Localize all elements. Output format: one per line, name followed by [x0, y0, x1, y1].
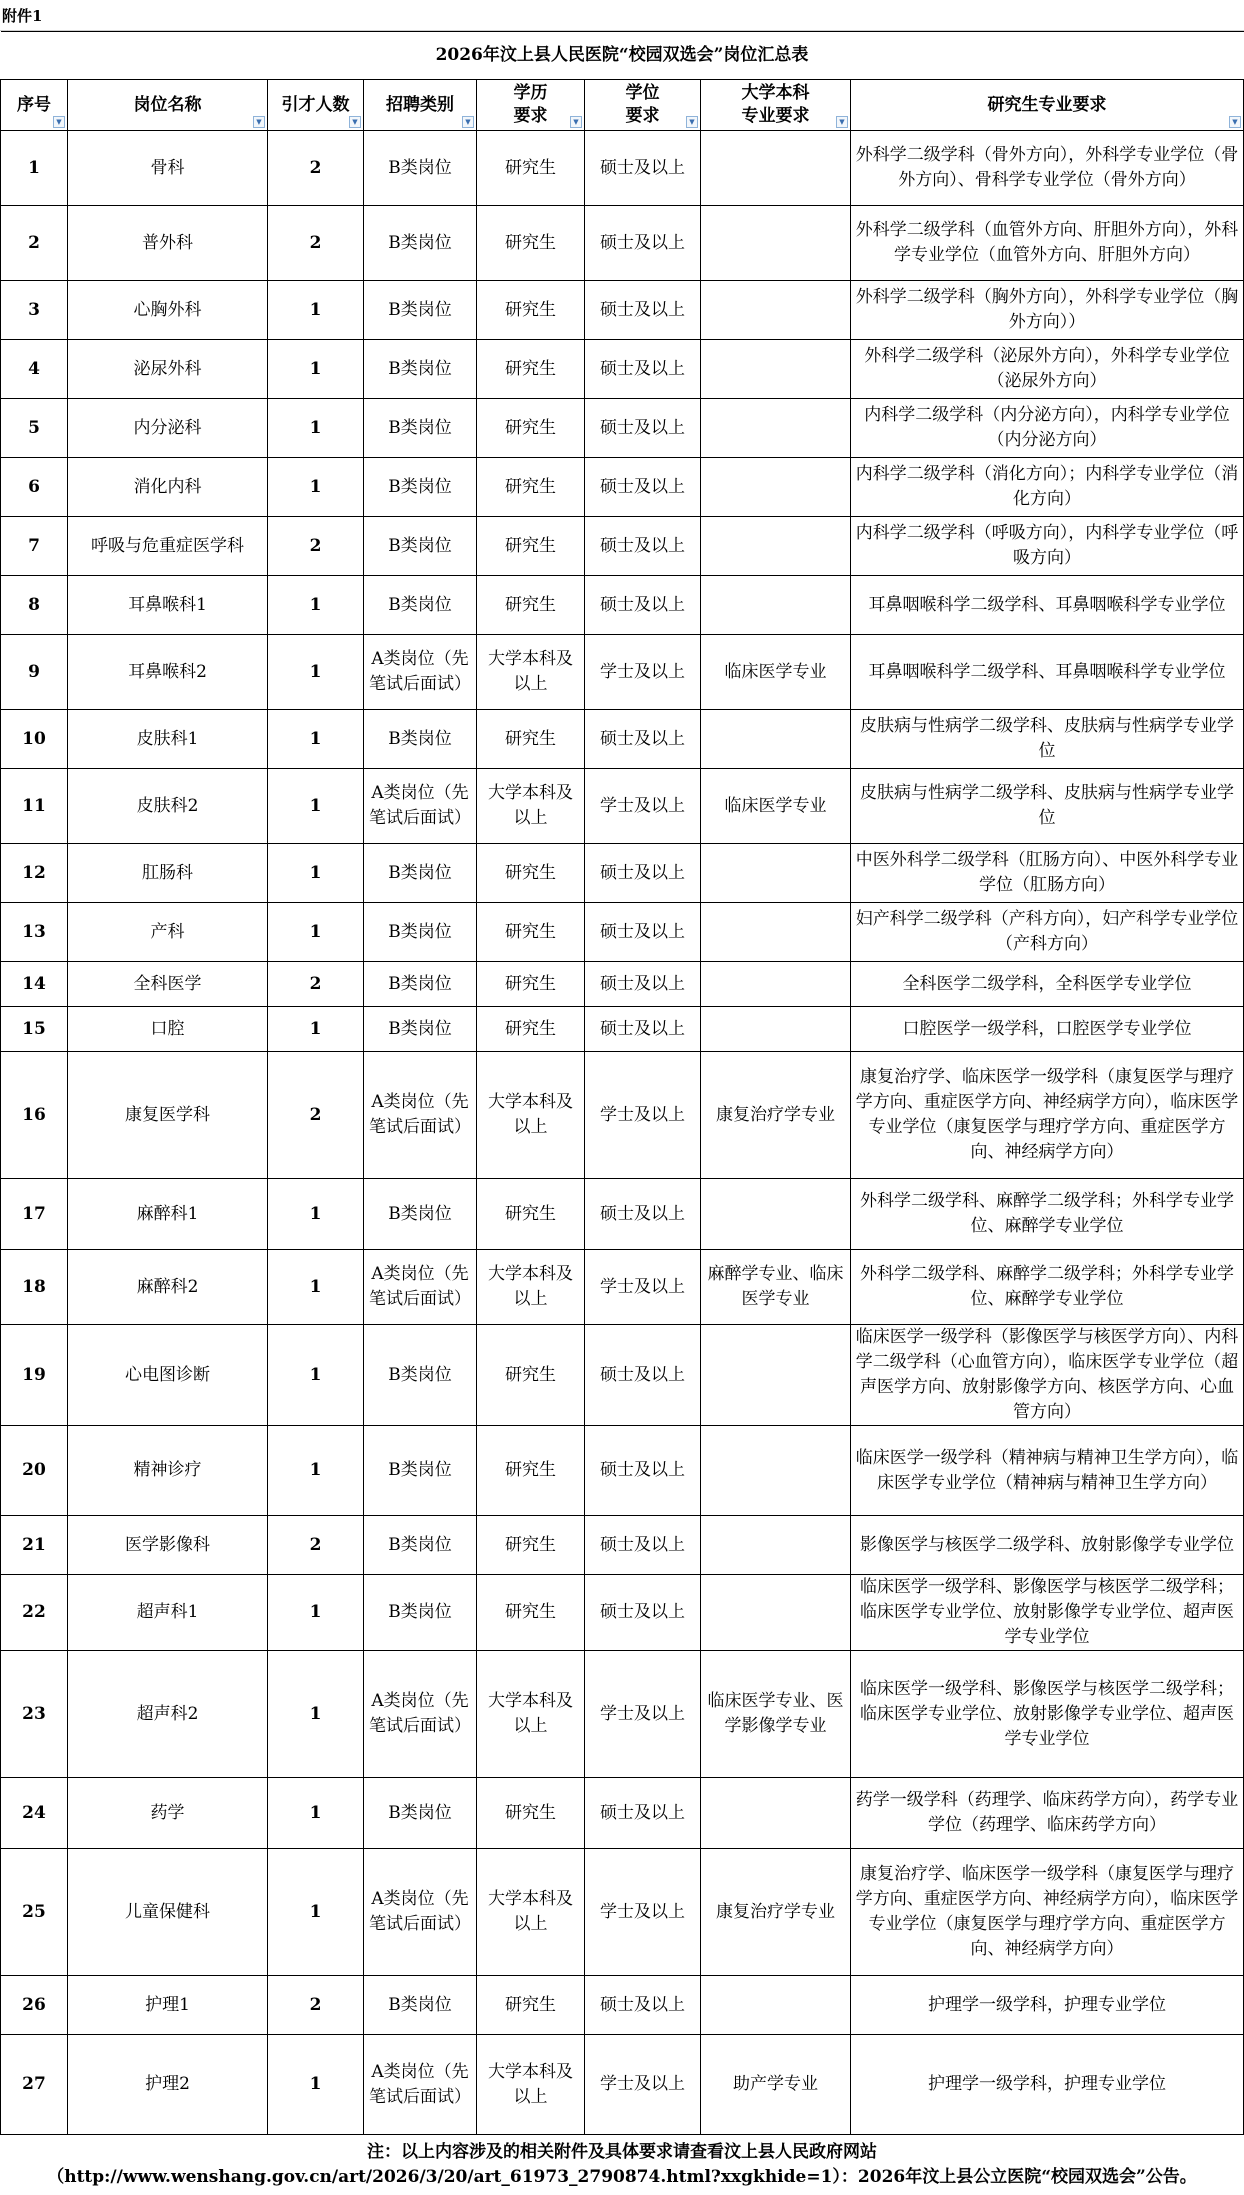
education-requirement: 研究生	[477, 1179, 585, 1250]
filter-dropdown-icon[interactable]: ▼	[836, 116, 848, 128]
header-seq-label: 序号	[4, 94, 64, 117]
note-row	[1, 2135, 1244, 2195]
filter-dropdown-icon[interactable]: ▼	[53, 116, 65, 128]
table-row	[1, 1007, 1244, 1052]
header-undergrad-label-1: 大学本科	[704, 82, 847, 105]
seq-cell: 2	[1, 206, 68, 281]
degree-requirement: 学士及以上	[585, 2035, 701, 2135]
education-requirement: 研究生	[477, 1575, 585, 1651]
undergrad-major-requirement	[701, 844, 851, 903]
grad-major-requirement: 临床医学一级学科、影像医学与核医学二级学科；临床医学专业学位、放射影像学专业学位、超声医学专业学位	[851, 1651, 1244, 1778]
recruit-category: A类岗位（先笔试后面试）	[364, 2035, 477, 2135]
footnote-line-2: （http://www.wenshang.gov.cn/art/2026/3/20/art_61973_2790874.html?xxgkhide=1）：2026年汶上县公立医院“校园双选会”公告。	[4, 2165, 1241, 2190]
grad-major-requirement: 临床医学一级学科、影像医学与核医学二级学科；临床医学专业学位、放射影像学专业学位、超声医学专业学位	[851, 1575, 1244, 1651]
grad-major-requirement: 影像医学与核医学二级学科、放射影像学专业学位	[851, 1516, 1244, 1575]
recruit-category: B类岗位	[364, 710, 477, 769]
recruit-category: A类岗位（先笔试后面试）	[364, 1250, 477, 1325]
table-row	[1, 1426, 1244, 1516]
grad-major-requirement: 中医外科学二级学科（肛肠方向）、中医外科学专业学位（肛肠方向）	[851, 844, 1244, 903]
seq-cell: 27	[1, 2035, 68, 2135]
position-name: 心胸外科	[68, 281, 268, 340]
education-requirement: 研究生	[477, 399, 585, 458]
grad-major-requirement: 康复治疗学、临床医学一级学科（康复医学与理疗学方向、重症医学方向、神经病学方向），临床医学专业学位（康复医学与理疗学方向、重症医学方向、神经病学方向）	[851, 1849, 1244, 1976]
degree-requirement: 硕士及以上	[585, 962, 701, 1007]
position-name: 儿童保健科	[68, 1849, 268, 1976]
header-education-label-2: 要求	[480, 105, 581, 128]
position-name: 普外科	[68, 206, 268, 281]
table-row	[1, 769, 1244, 844]
education-requirement: 大学本科及以上	[477, 1849, 585, 1976]
header-education	[477, 80, 585, 131]
seq-cell: 21	[1, 1516, 68, 1575]
table-row	[1, 1778, 1244, 1849]
seq-cell: 14	[1, 962, 68, 1007]
education-requirement: 研究生	[477, 1426, 585, 1516]
filter-dropdown-icon[interactable]: ▼	[686, 116, 698, 128]
undergrad-major-requirement	[701, 131, 851, 206]
grad-major-requirement: 内科学二级学科（呼吸方向），内科学专业学位（呼吸方向）	[851, 517, 1244, 576]
education-requirement: 研究生	[477, 1325, 585, 1426]
grad-major-requirement: 全科医学二级学科，全科医学专业学位	[851, 962, 1244, 1007]
recruit-category: B类岗位	[364, 458, 477, 517]
undergrad-major-requirement	[701, 710, 851, 769]
undergrad-major-requirement	[701, 576, 851, 635]
position-name: 皮肤科2	[68, 769, 268, 844]
recruit-category: B类岗位	[364, 340, 477, 399]
seq-cell: 26	[1, 1976, 68, 2035]
undergrad-major-requirement	[701, 1976, 851, 2035]
hire-count: 1	[268, 635, 364, 710]
grad-major-requirement: 皮肤病与性病学二级学科、皮肤病与性病学专业学位	[851, 769, 1244, 844]
grad-major-requirement: 临床医学一级学科（精神病与精神卫生学方向），临床医学专业学位（精神病与精神卫生学方向）	[851, 1426, 1244, 1516]
header-degree	[585, 80, 701, 131]
hire-count: 1	[268, 903, 364, 962]
undergrad-major-requirement	[701, 206, 851, 281]
recruit-category: B类岗位	[364, 399, 477, 458]
header-undergrad	[701, 80, 851, 131]
table-row	[1, 1179, 1244, 1250]
hire-count: 1	[268, 844, 364, 903]
education-requirement: 研究生	[477, 517, 585, 576]
education-requirement: 大学本科及以上	[477, 635, 585, 710]
header-count-label: 引才人数	[271, 94, 360, 117]
degree-requirement: 硕士及以上	[585, 576, 701, 635]
table-row	[1, 1575, 1244, 1651]
undergrad-major-requirement: 临床医学专业	[701, 769, 851, 844]
undergrad-major-requirement	[701, 340, 851, 399]
header-grad	[851, 80, 1244, 131]
hire-count: 1	[268, 399, 364, 458]
recruit-category: B类岗位	[364, 517, 477, 576]
undergrad-major-requirement	[701, 458, 851, 517]
hire-count: 1	[268, 1250, 364, 1325]
recruit-category: B类岗位	[364, 1575, 477, 1651]
undergrad-major-requirement	[701, 1778, 851, 1849]
education-requirement: 研究生	[477, 458, 585, 517]
recruit-category: B类岗位	[364, 1007, 477, 1052]
education-requirement: 研究生	[477, 1778, 585, 1849]
seq-cell: 19	[1, 1325, 68, 1426]
seq-cell: 11	[1, 769, 68, 844]
filter-dropdown-icon[interactable]: ▼	[570, 116, 582, 128]
position-name: 精神诊疗	[68, 1426, 268, 1516]
header-row	[1, 80, 1244, 131]
footnote-line-1: 注：以上内容涉及的相关附件及具体要求请查看汶上县人民政府网站	[4, 2140, 1241, 2165]
grad-major-requirement: 外科学二级学科（胸外方向），外科学专业学位（胸外方向））	[851, 281, 1244, 340]
table-row	[1, 131, 1244, 206]
seq-cell: 7	[1, 517, 68, 576]
position-name: 超声科1	[68, 1575, 268, 1651]
position-name: 口腔	[68, 1007, 268, 1052]
grad-major-requirement: 外科学二级学科（骨外方向），外科学专业学位（骨外方向）、骨科学专业学位（骨外方向）	[851, 131, 1244, 206]
grad-major-requirement: 外科学二级学科、麻醉学二级学科；外科学专业学位、麻醉学专业学位	[851, 1250, 1244, 1325]
table-row	[1, 1052, 1244, 1179]
filter-dropdown-icon[interactable]: ▼	[253, 116, 265, 128]
recruit-category: A类岗位（先笔试后面试）	[364, 1849, 477, 1976]
recruit-category: B类岗位	[364, 206, 477, 281]
hire-count: 1	[268, 1179, 364, 1250]
degree-requirement: 硕士及以上	[585, 131, 701, 206]
position-name: 药学	[68, 1778, 268, 1849]
education-requirement: 研究生	[477, 1976, 585, 2035]
table-row	[1, 710, 1244, 769]
education-requirement: 大学本科及以上	[477, 2035, 585, 2135]
position-name: 护理2	[68, 2035, 268, 2135]
seq-cell: 25	[1, 1849, 68, 1976]
undergrad-major-requirement	[701, 1179, 851, 1250]
degree-requirement: 硕士及以上	[585, 1426, 701, 1516]
education-requirement: 研究生	[477, 903, 585, 962]
position-name: 康复医学科	[68, 1052, 268, 1179]
position-name: 呼吸与危重症医学科	[68, 517, 268, 576]
seq-cell: 5	[1, 399, 68, 458]
position-name: 护理1	[68, 1976, 268, 2035]
table-row	[1, 903, 1244, 962]
hire-count: 1	[268, 1426, 364, 1516]
hire-count: 2	[268, 517, 364, 576]
position-name: 内分泌科	[68, 399, 268, 458]
recruit-category: A类岗位（先笔试后面试）	[364, 1052, 477, 1179]
grad-major-requirement: 妇产科学二级学科（产科方向），妇产科学专业学位（产科方向）	[851, 903, 1244, 962]
recruit-category: B类岗位	[364, 281, 477, 340]
seq-cell: 12	[1, 844, 68, 903]
education-requirement: 研究生	[477, 576, 585, 635]
undergrad-major-requirement	[701, 1007, 851, 1052]
hire-count: 2	[268, 131, 364, 206]
education-requirement: 研究生	[477, 340, 585, 399]
header-count	[268, 80, 364, 131]
seq-cell: 3	[1, 281, 68, 340]
position-name: 消化内科	[68, 458, 268, 517]
position-table	[0, 31, 1244, 2195]
recruit-category: B类岗位	[364, 131, 477, 206]
undergrad-major-requirement	[701, 1575, 851, 1651]
education-requirement: 大学本科及以上	[477, 1651, 585, 1778]
table-row	[1, 1325, 1244, 1426]
degree-requirement: 硕士及以上	[585, 1007, 701, 1052]
table-row	[1, 1651, 1244, 1778]
degree-requirement: 硕士及以上	[585, 1976, 701, 2035]
header-degree-label-2: 要求	[588, 105, 697, 128]
undergrad-major-requirement: 助产学专业	[701, 2035, 851, 2135]
seq-cell: 4	[1, 340, 68, 399]
recruit-category: A类岗位（先笔试后面试）	[364, 635, 477, 710]
education-requirement: 研究生	[477, 844, 585, 903]
degree-requirement: 学士及以上	[585, 769, 701, 844]
seq-cell: 20	[1, 1426, 68, 1516]
position-name: 全科医学	[68, 962, 268, 1007]
header-category-label: 招聘类别	[367, 94, 473, 117]
seq-cell: 15	[1, 1007, 68, 1052]
seq-cell: 8	[1, 576, 68, 635]
undergrad-major-requirement	[701, 281, 851, 340]
header-degree-label-1: 学位	[588, 82, 697, 105]
recruit-category: B类岗位	[364, 1778, 477, 1849]
grad-major-requirement: 外科学二级学科（血管外方向、肝胆外方向），外科学专业学位（血管外方向、肝胆外方向）	[851, 206, 1244, 281]
table-row	[1, 1976, 1244, 2035]
grad-major-requirement: 外科学二级学科、麻醉学二级学科；外科学专业学位、麻醉学专业学位	[851, 1179, 1244, 1250]
degree-requirement: 硕士及以上	[585, 1325, 701, 1426]
attachment-label: 附件1	[2, 2, 42, 30]
undergrad-major-requirement	[701, 903, 851, 962]
degree-requirement: 硕士及以上	[585, 1575, 701, 1651]
degree-requirement: 硕士及以上	[585, 517, 701, 576]
position-name: 骨科	[68, 131, 268, 206]
grad-major-requirement: 外科学二级学科（泌尿外方向），外科学专业学位（泌尿外方向）	[851, 340, 1244, 399]
table-row	[1, 458, 1244, 517]
header-grad-label: 研究生专业要求	[854, 94, 1240, 117]
hire-count: 1	[268, 1651, 364, 1778]
table-row	[1, 1250, 1244, 1325]
degree-requirement: 硕士及以上	[585, 1179, 701, 1250]
grad-major-requirement: 护理学一级学科，护理专业学位	[851, 2035, 1244, 2135]
degree-requirement: 硕士及以上	[585, 903, 701, 962]
position-name: 肛肠科	[68, 844, 268, 903]
recruit-category: B类岗位	[364, 576, 477, 635]
hire-count: 1	[268, 1778, 364, 1849]
degree-requirement: 学士及以上	[585, 1250, 701, 1325]
header-category	[364, 80, 477, 131]
header-position-label: 岗位名称	[71, 94, 264, 117]
seq-cell: 6	[1, 458, 68, 517]
recruit-category: B类岗位	[364, 844, 477, 903]
header-education-label-1: 学历	[480, 82, 581, 105]
degree-requirement: 学士及以上	[585, 1052, 701, 1179]
position-name: 医学影像科	[68, 1516, 268, 1575]
degree-requirement: 硕士及以上	[585, 206, 701, 281]
position-name: 麻醉科1	[68, 1179, 268, 1250]
grad-major-requirement: 耳鼻咽喉科学二级学科、耳鼻咽喉科学专业学位	[851, 576, 1244, 635]
seq-cell: 16	[1, 1052, 68, 1179]
hire-count: 2	[268, 1516, 364, 1575]
header-position	[68, 80, 268, 131]
table-row	[1, 962, 1244, 1007]
hire-count: 1	[268, 1325, 364, 1426]
grad-major-requirement: 内科学二级学科（内分泌方向），内科学专业学位（内分泌方向）	[851, 399, 1244, 458]
grad-major-requirement: 康复治疗学、临床医学一级学科（康复医学与理疗学方向、重症医学方向、神经病学方向），临床医学专业学位（康复医学与理疗学方向、重症医学方向、神经病学方向）	[851, 1052, 1244, 1179]
seq-cell: 22	[1, 1575, 68, 1651]
seq-cell: 23	[1, 1651, 68, 1778]
education-requirement: 研究生	[477, 1007, 585, 1052]
page-title: 2026年汶上县人民医院“校园双选会”岗位汇总表	[1, 32, 1244, 80]
hire-count: 2	[268, 1976, 364, 2035]
degree-requirement: 硕士及以上	[585, 1516, 701, 1575]
filter-dropdown-icon[interactable]: ▼	[349, 116, 361, 128]
degree-requirement: 硕士及以上	[585, 281, 701, 340]
table-row	[1, 1849, 1244, 1976]
degree-requirement: 硕士及以上	[585, 710, 701, 769]
education-requirement: 研究生	[477, 710, 585, 769]
degree-requirement: 硕士及以上	[585, 844, 701, 903]
degree-requirement: 学士及以上	[585, 1651, 701, 1778]
hire-count: 1	[268, 340, 364, 399]
recruit-category: B类岗位	[364, 1426, 477, 1516]
seq-cell: 17	[1, 1179, 68, 1250]
seq-cell: 24	[1, 1778, 68, 1849]
hire-count: 1	[268, 281, 364, 340]
table-row	[1, 206, 1244, 281]
undergrad-major-requirement	[701, 962, 851, 1007]
undergrad-major-requirement	[701, 517, 851, 576]
hire-count: 1	[268, 458, 364, 517]
grad-major-requirement: 药学一级学科（药理学、临床药学方向），药学专业学位（药理学、临床药学方向）	[851, 1778, 1244, 1849]
position-name: 泌尿外科	[68, 340, 268, 399]
hire-count: 2	[268, 1052, 364, 1179]
seq-cell: 10	[1, 710, 68, 769]
position-name: 耳鼻喉科2	[68, 635, 268, 710]
title-row	[1, 32, 1244, 80]
header-undergrad-label-2: 专业要求	[704, 105, 847, 128]
education-requirement: 研究生	[477, 206, 585, 281]
undergrad-major-requirement	[701, 1426, 851, 1516]
recruit-category: B类岗位	[364, 1325, 477, 1426]
hire-count: 1	[268, 1575, 364, 1651]
table-row	[1, 635, 1244, 710]
undergrad-major-requirement: 康复治疗学专业	[701, 1052, 851, 1179]
degree-requirement: 学士及以上	[585, 1849, 701, 1976]
position-name: 皮肤科1	[68, 710, 268, 769]
recruit-category: A类岗位（先笔试后面试）	[364, 1651, 477, 1778]
recruit-category: B类岗位	[364, 903, 477, 962]
position-name: 耳鼻喉科1	[68, 576, 268, 635]
recruit-category: A类岗位（先笔试后面试）	[364, 769, 477, 844]
filter-dropdown-icon[interactable]: ▼	[1229, 116, 1241, 128]
header-seq	[1, 80, 68, 131]
table-row	[1, 844, 1244, 903]
position-name: 超声科2	[68, 1651, 268, 1778]
seq-cell: 13	[1, 903, 68, 962]
seq-cell: 1	[1, 131, 68, 206]
footnote	[1, 2135, 1244, 2195]
hire-count: 2	[268, 962, 364, 1007]
table-row	[1, 517, 1244, 576]
education-requirement: 研究生	[477, 131, 585, 206]
grad-major-requirement: 临床医学一级学科（影像医学与核医学方向）、内科学二级学科（心血管方向），临床医学专业学位（超声医学方向、放射影像学方向、核医学方向、心血管方向）	[851, 1325, 1244, 1426]
hire-count: 1	[268, 710, 364, 769]
grad-major-requirement: 护理学一级学科，护理专业学位	[851, 1976, 1244, 2035]
hire-count: 1	[268, 1007, 364, 1052]
undergrad-major-requirement: 临床医学专业、医学影像学专业	[701, 1651, 851, 1778]
table-row	[1, 1516, 1244, 1575]
degree-requirement: 硕士及以上	[585, 399, 701, 458]
education-requirement: 大学本科及以上	[477, 769, 585, 844]
recruit-category: B类岗位	[364, 1179, 477, 1250]
education-requirement: 大学本科及以上	[477, 1052, 585, 1179]
hire-count: 1	[268, 576, 364, 635]
hire-count: 1	[268, 769, 364, 844]
table-row	[1, 2035, 1244, 2135]
education-requirement: 研究生	[477, 962, 585, 1007]
filter-dropdown-icon[interactable]: ▼	[462, 116, 474, 128]
hire-count: 1	[268, 1849, 364, 1976]
table-row	[1, 281, 1244, 340]
table-row	[1, 340, 1244, 399]
seq-cell: 18	[1, 1250, 68, 1325]
degree-requirement: 硕士及以上	[585, 458, 701, 517]
hire-count: 2	[268, 206, 364, 281]
table-row	[1, 399, 1244, 458]
recruit-category: B类岗位	[364, 1516, 477, 1575]
undergrad-major-requirement: 麻醉学专业、临床医学专业	[701, 1250, 851, 1325]
degree-requirement: 硕士及以上	[585, 1778, 701, 1849]
education-requirement: 大学本科及以上	[477, 1250, 585, 1325]
degree-requirement: 学士及以上	[585, 635, 701, 710]
grad-major-requirement: 耳鼻咽喉科学二级学科、耳鼻咽喉科学专业学位	[851, 635, 1244, 710]
hire-count: 1	[268, 2035, 364, 2135]
position-name: 心电图诊断	[68, 1325, 268, 1426]
position-name: 产科	[68, 903, 268, 962]
undergrad-major-requirement	[701, 1325, 851, 1426]
degree-requirement: 硕士及以上	[585, 340, 701, 399]
education-requirement: 研究生	[477, 281, 585, 340]
grad-major-requirement: 内科学二级学科（消化方向）；内科学专业学位（消化方向）	[851, 458, 1244, 517]
education-requirement: 研究生	[477, 1516, 585, 1575]
undergrad-major-requirement	[701, 1516, 851, 1575]
undergrad-major-requirement	[701, 399, 851, 458]
undergrad-major-requirement: 康复治疗学专业	[701, 1849, 851, 1976]
recruit-category: B类岗位	[364, 1976, 477, 2035]
table-row	[1, 576, 1244, 635]
seq-cell: 9	[1, 635, 68, 710]
grad-major-requirement: 皮肤病与性病学二级学科、皮肤病与性病学专业学位	[851, 710, 1244, 769]
undergrad-major-requirement: 临床医学专业	[701, 635, 851, 710]
grad-major-requirement: 口腔医学一级学科，口腔医学专业学位	[851, 1007, 1244, 1052]
position-name: 麻醉科2	[68, 1250, 268, 1325]
recruit-category: B类岗位	[364, 962, 477, 1007]
